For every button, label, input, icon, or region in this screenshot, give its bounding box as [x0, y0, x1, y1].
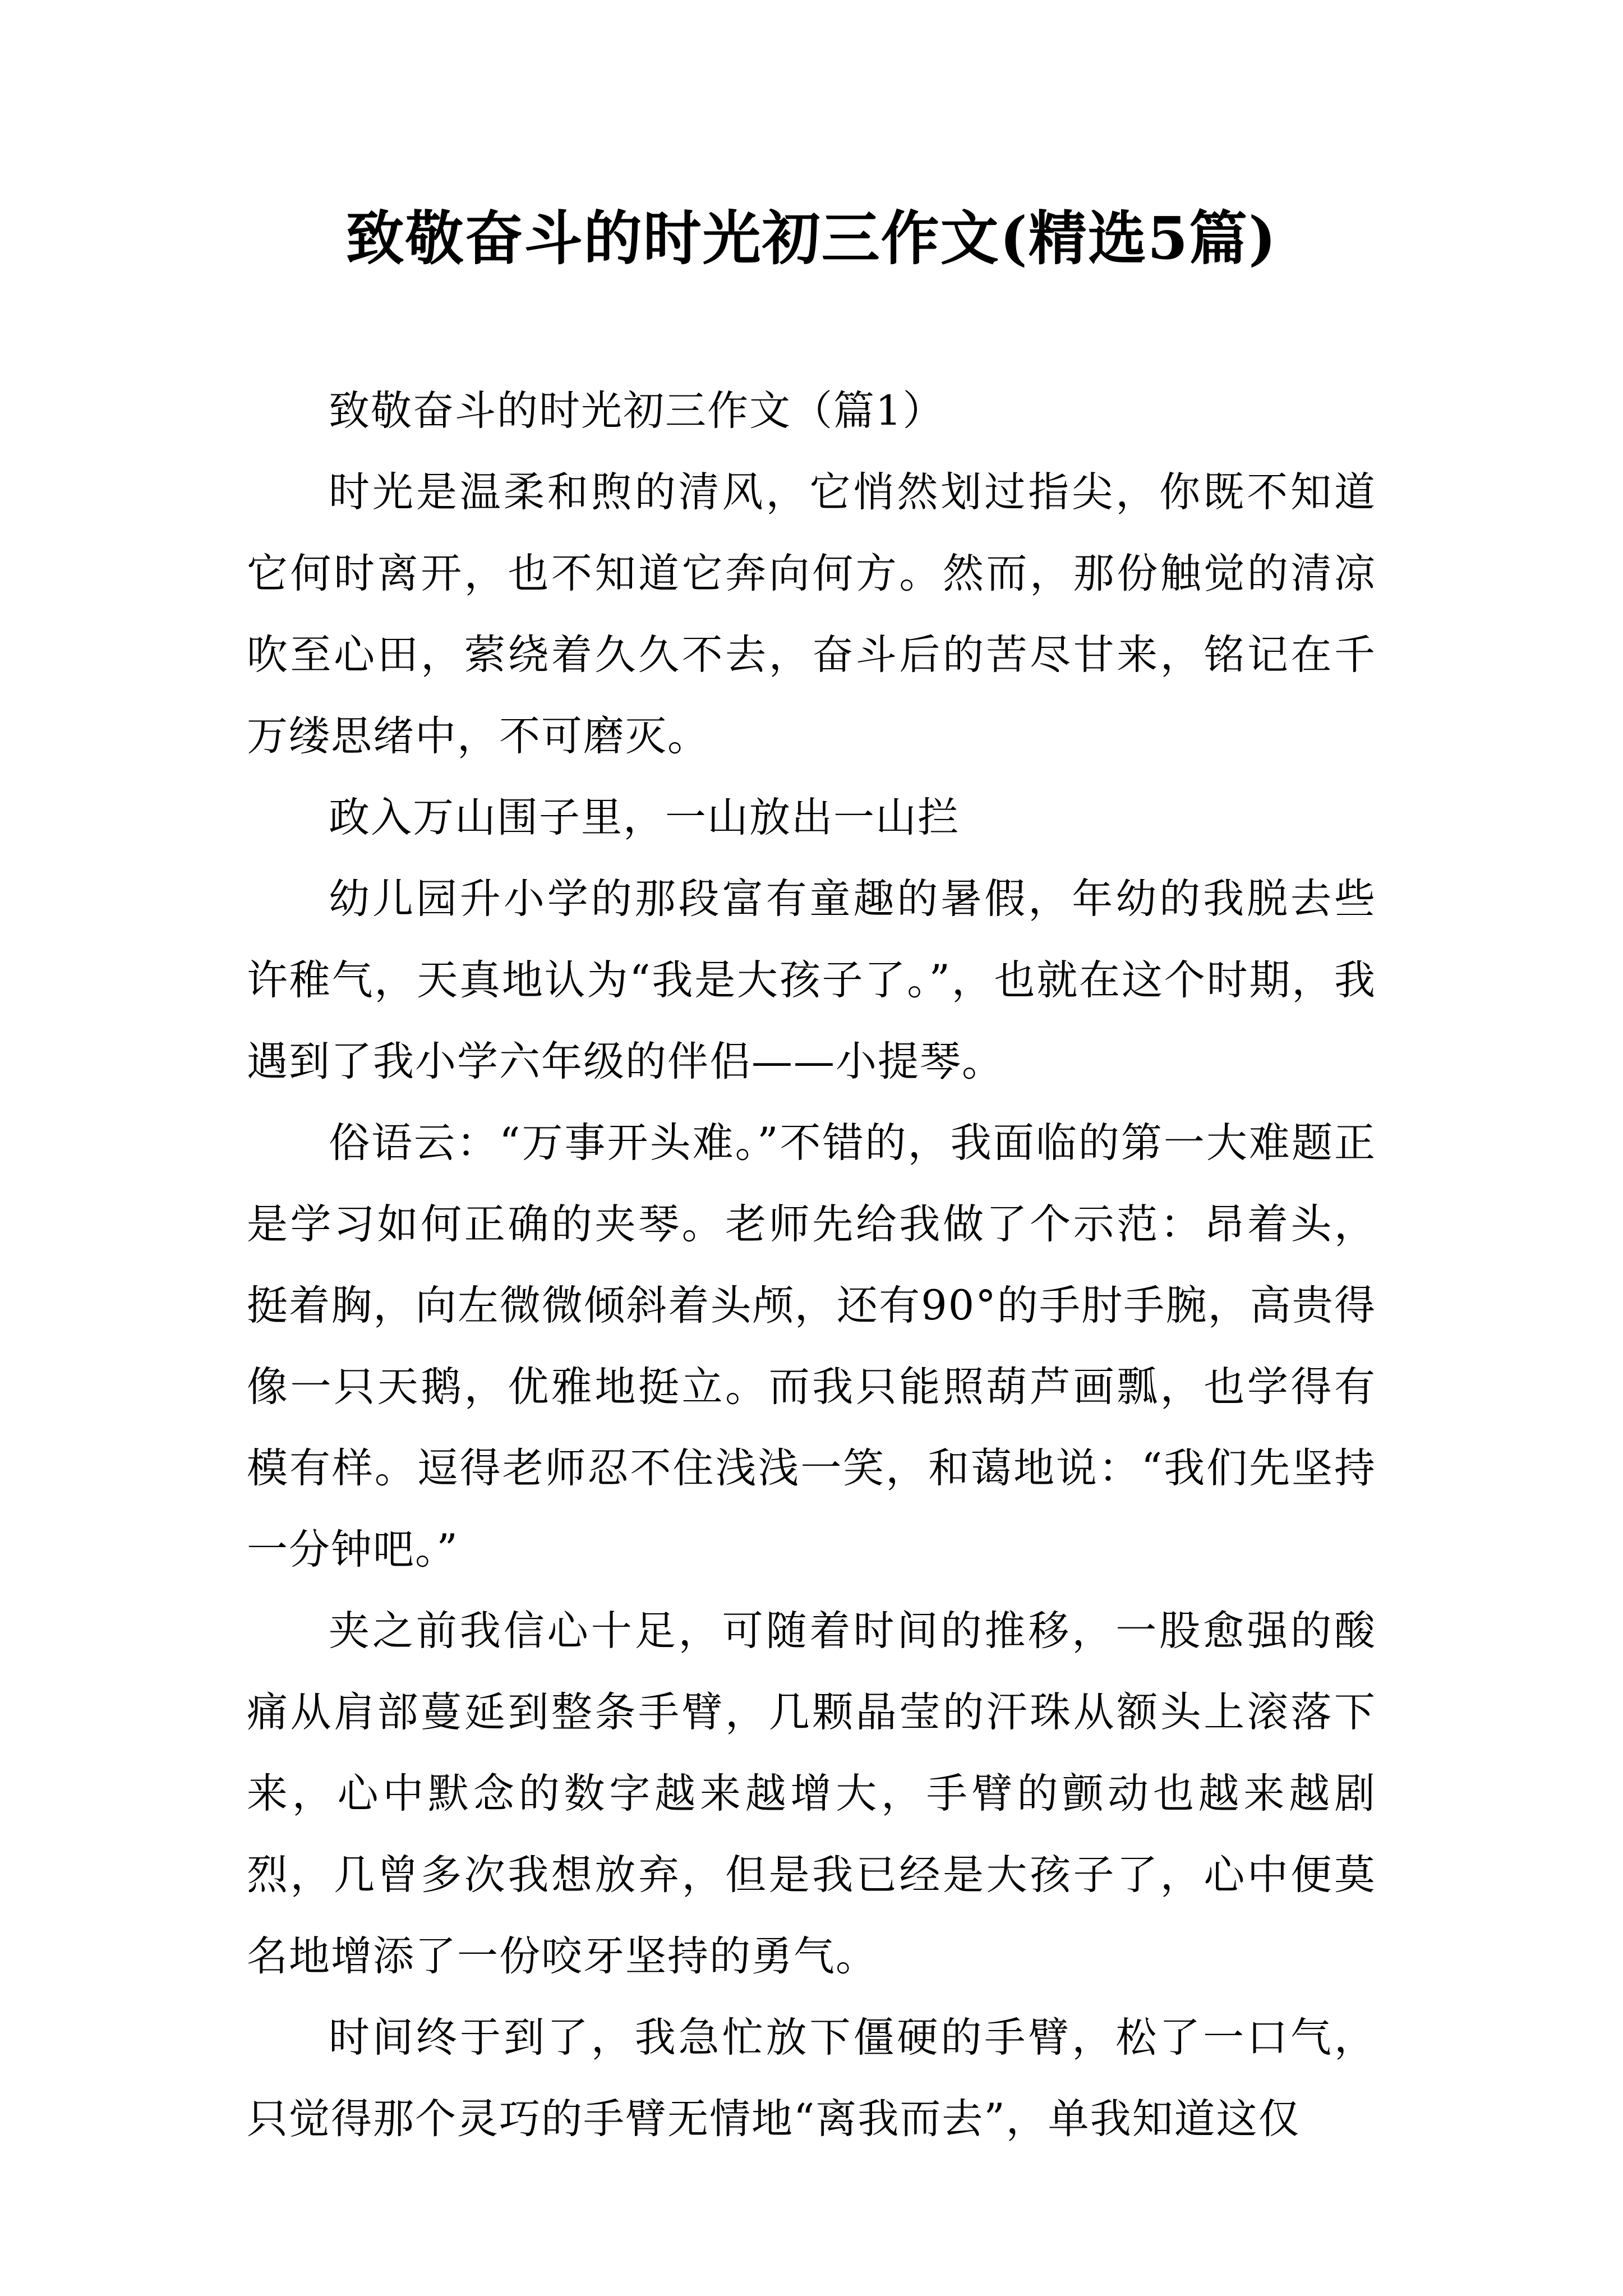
- section-heading: 致敬奋斗的时光初三作文（篇1）: [329, 387, 945, 435]
- body-paragraph: 时光是温柔和煦的清风，它悄然划过指尖，你既不知道它何时离开，也不知道它奔向何方。然而，那份触觉的清凉吹至心田，萦绕着久久不去，奋斗后的苦尽甘来，铭记在千万缕思绪中，不可磨灭。: [247, 468, 1376, 760]
- document-title: 致敬奋斗的时光初三作文(精选5篇): [345, 204, 1278, 273]
- body-paragraph: 幼儿园升小学的那段富有童趣的暑假，年幼的我脱去些许稚气，天真地认为“我是大孩子了。”，也就在这个时期，我遇到了我小学六年级的伴侣——小提琴。: [247, 875, 1376, 1085]
- body-paragraph: 夹之前我信心十足，可随着时间的推移，一股愈强的酸痛从肩部蔓延到整条手臂，几颗晶莹的汗珠从额头上滚落下来，心中默念的数字越来越增大，手臂的颤动也越来越剧烈，几曾多次我想放弃，但是我已经是大孩子了，心中便莫名地增添了一份咬牙坚持的勇气。: [247, 1607, 1376, 1980]
- body-paragraph: 时间终于到了，我急忙放下僵硬的手臂，松了一口气，只觉得那个灵巧的手臂无情地“离我而去”，单我知道这仅: [247, 2014, 1376, 2143]
- document-body: [247, 370, 1376, 2160]
- subheading-line: 政入万山围子里，一山放出一山拦: [329, 794, 960, 841]
- body-paragraph: 俗语云：“万事开头难。”不错的，我面临的第一大难题正是学习如何正确的夹琴。老师先给我做了个示范：昂着头，挺着胸，向左微微倾斜着头颅，还有90°的手肘手腕，高贵得像一只天鹅，优雅地挺立。而我只能照葫芦画瓢，也学得有模有样。逗得老师忍不住浅浅一笑，和蔼地说：“我们先坚持一分钟吧。”: [247, 1119, 1376, 1573]
